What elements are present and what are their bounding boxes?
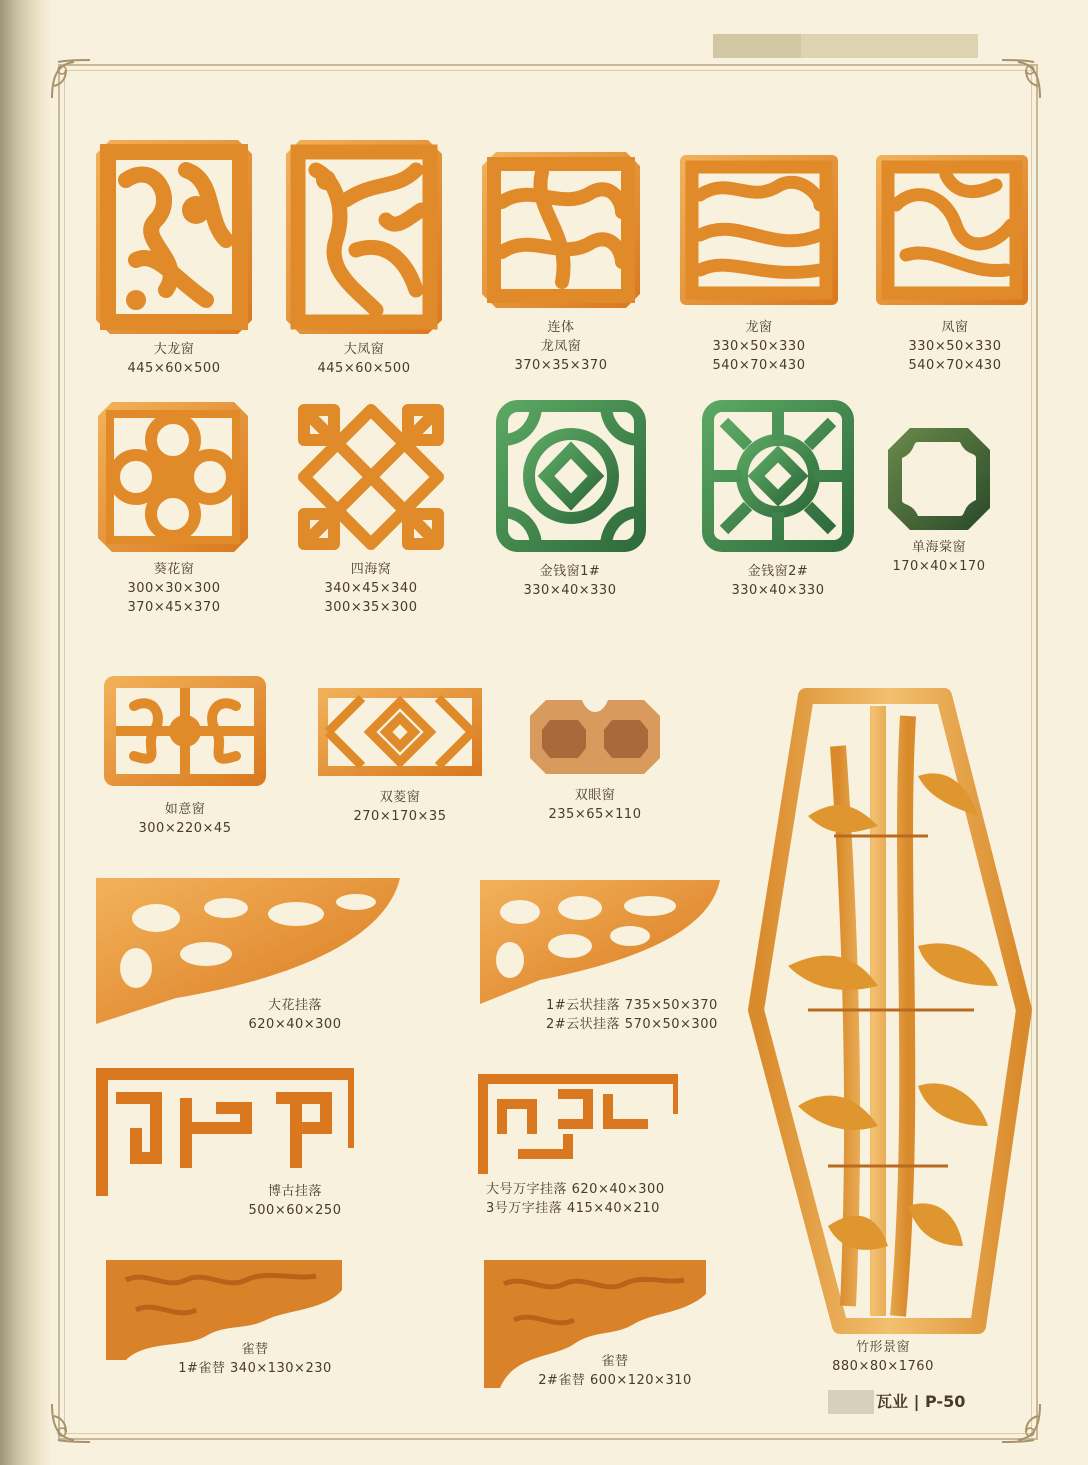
jinqian2-window-image: [702, 400, 854, 552]
product-name: 金钱窗1#: [539, 564, 601, 579]
corner-ornament-icon: [998, 1400, 1044, 1446]
shuangyan-label: [530, 786, 660, 824]
shuangyan-window-image: [530, 700, 660, 774]
yunzhuang-bracket-image: [480, 880, 720, 1004]
dafeng-window-image: [286, 140, 442, 334]
product-name-1: 连体: [547, 320, 575, 335]
footer-brand-box: [828, 1390, 874, 1414]
jinqian1-window-image: [496, 400, 646, 552]
product-size: 2#雀替 600×120×310: [538, 1373, 692, 1388]
product-size-1: 330×50×330: [712, 339, 806, 354]
queti1-label: [170, 1340, 340, 1378]
kuihua-window-image: [98, 402, 248, 552]
product-size: 300×220×45: [138, 821, 232, 836]
danhai-window-image: [888, 428, 990, 530]
yunzhuang-label: [546, 996, 718, 1034]
product-size-1: 340×45×340: [324, 581, 418, 596]
jinqian2-label: [696, 562, 860, 600]
product-size-2: 300×35×300: [324, 600, 418, 615]
long-label: [680, 318, 838, 375]
product-size-2: 370×45×370: [127, 600, 221, 615]
product-size: 620×40×300: [248, 1017, 342, 1032]
product-size: 330×40×330: [731, 583, 825, 598]
product-size-1: 330×50×330: [908, 339, 1002, 354]
product-name: 双菱窗: [379, 790, 421, 805]
product-size-2: 540×70×430: [712, 358, 806, 373]
dalong-label: [96, 340, 252, 378]
product-size: 500×60×250: [248, 1203, 342, 1218]
zhuxing-label: [810, 1338, 956, 1376]
kuihua-label: [96, 560, 252, 617]
corner-ornament-icon: [48, 56, 94, 102]
shuangling-window-image: [318, 688, 482, 776]
product-size: 170×40×170: [892, 559, 986, 574]
product-name: 单海棠窗: [911, 540, 966, 555]
product-line-2: 2#云状挂落 570×50×300: [546, 1017, 718, 1032]
feng-label: [876, 318, 1034, 375]
sihai-window-image: [298, 404, 444, 550]
product-line-2: 3号万字挂落 415×40×210: [486, 1201, 660, 1216]
wanzi-label: [486, 1180, 665, 1218]
dalong-window-image: [96, 140, 252, 334]
product-name: 大龙窗: [153, 342, 195, 357]
product-size: 445×60×500: [127, 361, 221, 376]
page-number: 瓦业 | P-50: [876, 1392, 966, 1411]
zhuxing-window-image: [748, 686, 1032, 1336]
bogu-bracket-image: [96, 1068, 354, 1196]
product-size: 270×170×35: [353, 809, 447, 824]
long-window-image: [680, 155, 838, 305]
product-name: 竹形景窗: [855, 1340, 910, 1355]
product-size: 330×40×330: [523, 583, 617, 598]
sihai-label: [292, 560, 450, 617]
header-band-left: [713, 34, 801, 58]
product-line-1: 1#云状挂落 735×50×370: [546, 998, 718, 1013]
danhai-label: [880, 538, 998, 576]
queti2-label: [530, 1352, 700, 1390]
product-name: 葵花窗: [153, 562, 195, 577]
product-name: 凤窗: [941, 320, 969, 335]
product-size-1: 300×30×300: [127, 581, 221, 596]
product-size: 445×60×500: [317, 361, 411, 376]
shuangling-label: [318, 788, 482, 826]
book-spine-shadow: [0, 0, 52, 1465]
lianti-label: [482, 318, 640, 375]
product-size: 370×35×370: [514, 358, 608, 373]
product-name: 雀替: [241, 1342, 269, 1357]
product-line-1: 大号万字挂落 620×40×300: [486, 1182, 665, 1197]
dahua-label: [230, 996, 360, 1034]
ruyi-window-image: [104, 676, 266, 786]
product-name: 如意窗: [164, 802, 206, 817]
product-size: 880×80×1760: [832, 1359, 934, 1374]
corner-ornament-icon: [48, 1400, 94, 1446]
feng-window-image: [876, 155, 1028, 305]
wanzi-bracket-image: [478, 1074, 678, 1174]
product-size-2: 540×70×430: [908, 358, 1002, 373]
product-name: 雀替: [601, 1354, 629, 1369]
ruyi-label: [104, 800, 266, 838]
product-size: 1#雀替 340×130×230: [178, 1361, 332, 1376]
product-name: 双眼窗: [574, 788, 616, 803]
product-name: 大花挂落: [267, 998, 322, 1013]
product-size: 235×65×110: [548, 807, 642, 822]
product-name: 大凤窗: [343, 342, 385, 357]
dafeng-label: [286, 340, 442, 378]
product-name: 金钱窗2#: [747, 564, 809, 579]
lianti-window-image: [482, 152, 640, 308]
product-name: 博古挂落: [267, 1184, 322, 1199]
jinqian1-label: [490, 562, 650, 600]
bogu-label: [230, 1182, 360, 1220]
product-name: 龙窗: [745, 320, 773, 335]
product-name: 四海窝: [350, 562, 392, 577]
corner-ornament-icon: [998, 56, 1044, 102]
product-name-2: 龙凤窗: [540, 339, 582, 354]
